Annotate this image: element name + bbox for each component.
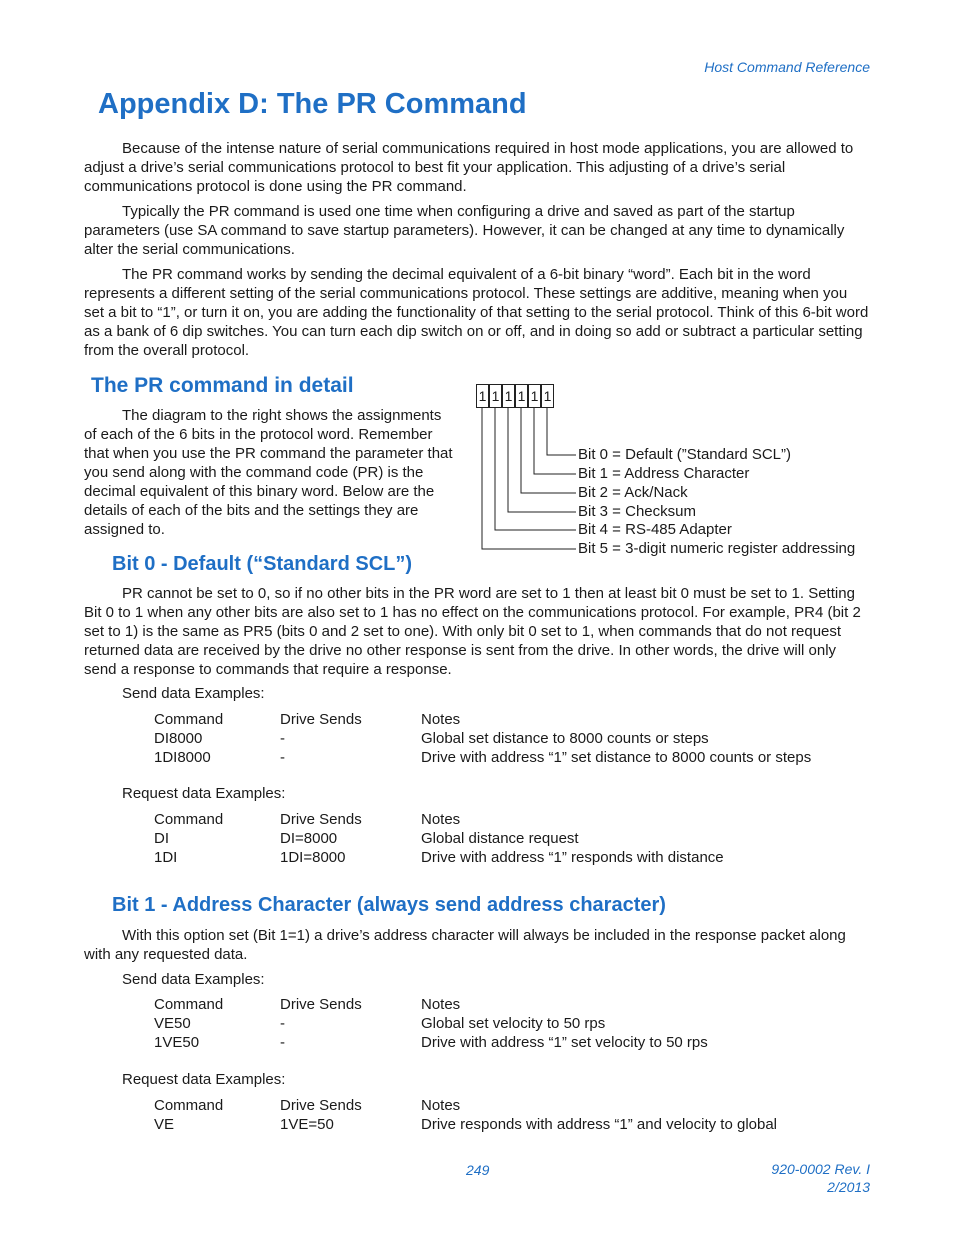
bit-5-box: 1 (476, 384, 489, 408)
bit-1-label: Bit 1 = Address Character (578, 465, 750, 482)
bit-0-box: 1 (541, 384, 554, 408)
bit1-send-label: Send data Examples: (122, 971, 265, 988)
bit-2-label: Bit 2 = Ack/Nack (578, 484, 688, 501)
bit1-send-table (154, 995, 881, 1052)
bit-3-connector (508, 408, 576, 512)
notes-cell: Drive responds with address “1” and velocity to global (421, 1116, 778, 1133)
table-row (154, 729, 881, 748)
bit-0-label: Bit 0 = Default (”Standard SCL”) (578, 446, 792, 463)
bit-0-connector (547, 408, 576, 455)
bit-5-label: Bit 5 = 3-digit numeric register addressing (578, 540, 856, 557)
command-cell: 1DI8000 (154, 749, 211, 766)
command-cell: VE (154, 1116, 175, 1133)
notes-cell: Notes (421, 711, 461, 728)
revision-date: 2/2013 (827, 1179, 870, 1195)
drive-sends-cell: - (280, 1015, 285, 1032)
revision-number: 920-0002 Rev. I (771, 1161, 870, 1177)
bit1-heading: Bit 1 - Address Character (always send address character) (112, 894, 666, 916)
bit0-send-table (154, 710, 881, 767)
command-cell: Command (154, 1097, 224, 1114)
intro-paragraph-1: Because of the intense nature of serial communications required in host mode applications, you are allowed to adjust a drive’s serial communications protocol to best fit your application. This adjusting of a drive’s serial communications protocol is done using the PR command. (84, 140, 854, 195)
detail-paragraph: The diagram to the right shows the assignments of each of the 6 bits in the protocol word. Remember that when you use the PR command the parameter that you send along with the command code (PR) is the decimal equivalent of this binary word. Below are the details of each of the bits and the settings they are assigned to. (84, 407, 453, 538)
bit-4-label: Bit 4 = RS-485 Adapter (578, 521, 732, 538)
detail-heading: The PR command in detail (91, 374, 354, 397)
table-row (154, 848, 881, 867)
bit0-paragraph: PR cannot be set to 0, so if no other bits in the PR word are set to 1 then at least bit 0 must be set to 1. Setting Bit 0 to 1 when any other bits are also set to 1 has no effect on the communications protocol. For example, PR4 (bit 2 set to 1) is the same as PR5 (bits 0 and 2 set to one). With only bit 0 set to 1, when commands that do not request returned data are received by the drive no other response is sent from the drive. In other words, the drive will only send a response to commands that require a response. (84, 585, 861, 678)
command-cell: DI (154, 830, 169, 847)
command-cell: Command (154, 996, 224, 1013)
command-cell: Command (154, 711, 224, 728)
notes-cell: Global set distance to 8000 counts or steps (421, 730, 709, 747)
bit-2-box: 1 (515, 384, 528, 408)
drive-sends-cell: DI=8000 (280, 830, 338, 847)
bit-4-box: 1 (489, 384, 502, 408)
notes-cell: Drive with address “1” set velocity to 50 rps (421, 1034, 708, 1051)
drive-sends-cell: - (280, 730, 285, 747)
bit1-request-table (154, 1096, 881, 1134)
bit-1-box: 1 (528, 384, 541, 408)
command-cell: DI8000 (154, 730, 203, 747)
bit-diagram (470, 378, 890, 563)
drive-sends-cell: - (280, 749, 285, 766)
table-row (154, 748, 881, 767)
bit0-send-label: Send data Examples: (122, 685, 265, 702)
drive-sends-cell: - (280, 1034, 285, 1051)
intro-paragraph-3: The PR command works by sending the decimal equivalent of a 6-bit binary “word”. Each bit in the word represents a different setting of the serial communications protocol. These settings are additive, meaning when you set a bit to “1”, or turn it on, you are adding the functionality of that setting to the serial protocol. Think of this 6-bit word as a bank of 6 dip switches. You can turn each dip switch on or off, and in doing so add or subtract a particular setting from the overall protocol. (84, 266, 869, 359)
table-row (154, 1115, 881, 1134)
command-cell: VE50 (154, 1015, 191, 1032)
bit-1-connector (534, 408, 576, 474)
bit1-request-label: Request data Examples: (122, 1071, 286, 1088)
bit-2-connector (521, 408, 576, 493)
table-header-row (154, 1096, 881, 1115)
table-header-row (154, 995, 881, 1014)
drive-sends-cell: 1DI=8000 (280, 849, 346, 866)
table-row (154, 829, 881, 848)
table-header-row (154, 810, 881, 829)
bit0-heading: Bit 0 - Default (“Standard SCL”) (112, 553, 413, 575)
header-reference: Host Command Reference (704, 59, 870, 75)
drive-sends-cell: Drive Sends (280, 996, 362, 1013)
command-cell: Command (154, 811, 224, 828)
bit1-paragraph: With this option set (Bit 1=1) a drive’s address character will always be included in the response packet along with any requested data. (84, 927, 846, 963)
intro-paragraph-2: Typically the PR command is used one time when configuring a drive and saved as part of the startup parameters (use SA command to save startup parameters). However, it can be changed at any time to dynamically alter the serial communications. (84, 203, 845, 258)
table-row (154, 1033, 881, 1052)
table-header-row (154, 710, 881, 729)
drive-sends-cell: Drive Sends (280, 711, 362, 728)
bit0-request-table (154, 810, 881, 867)
table-row (154, 1014, 881, 1033)
bit-3-box: 1 (502, 384, 515, 408)
notes-cell: Global set velocity to 50 rps (421, 1015, 606, 1032)
bit0-request-label: Request data Examples: (122, 785, 286, 802)
bit-3-label: Bit 3 = Checksum (578, 503, 696, 520)
revision-info (771, 1160, 870, 1196)
drive-sends-cell: Drive Sends (280, 1097, 362, 1114)
drive-sends-cell: Drive Sends (280, 811, 362, 828)
page-number: 249 (466, 1162, 490, 1178)
notes-cell: Notes (421, 1097, 461, 1114)
notes-cell: Notes (421, 811, 461, 828)
drive-sends-cell: 1VE=50 (280, 1116, 334, 1133)
notes-cell: Drive with address “1” responds with distance (421, 849, 724, 866)
command-cell: 1DI (154, 849, 178, 866)
page-title: Appendix D: The PR Command (98, 88, 527, 120)
notes-cell: Drive with address “1” set distance to 8000 counts or steps (421, 749, 812, 766)
bit-5-connector (482, 408, 576, 549)
notes-cell: Notes (421, 996, 461, 1013)
command-cell: 1VE50 (154, 1034, 200, 1051)
notes-cell: Global distance request (421, 830, 579, 847)
